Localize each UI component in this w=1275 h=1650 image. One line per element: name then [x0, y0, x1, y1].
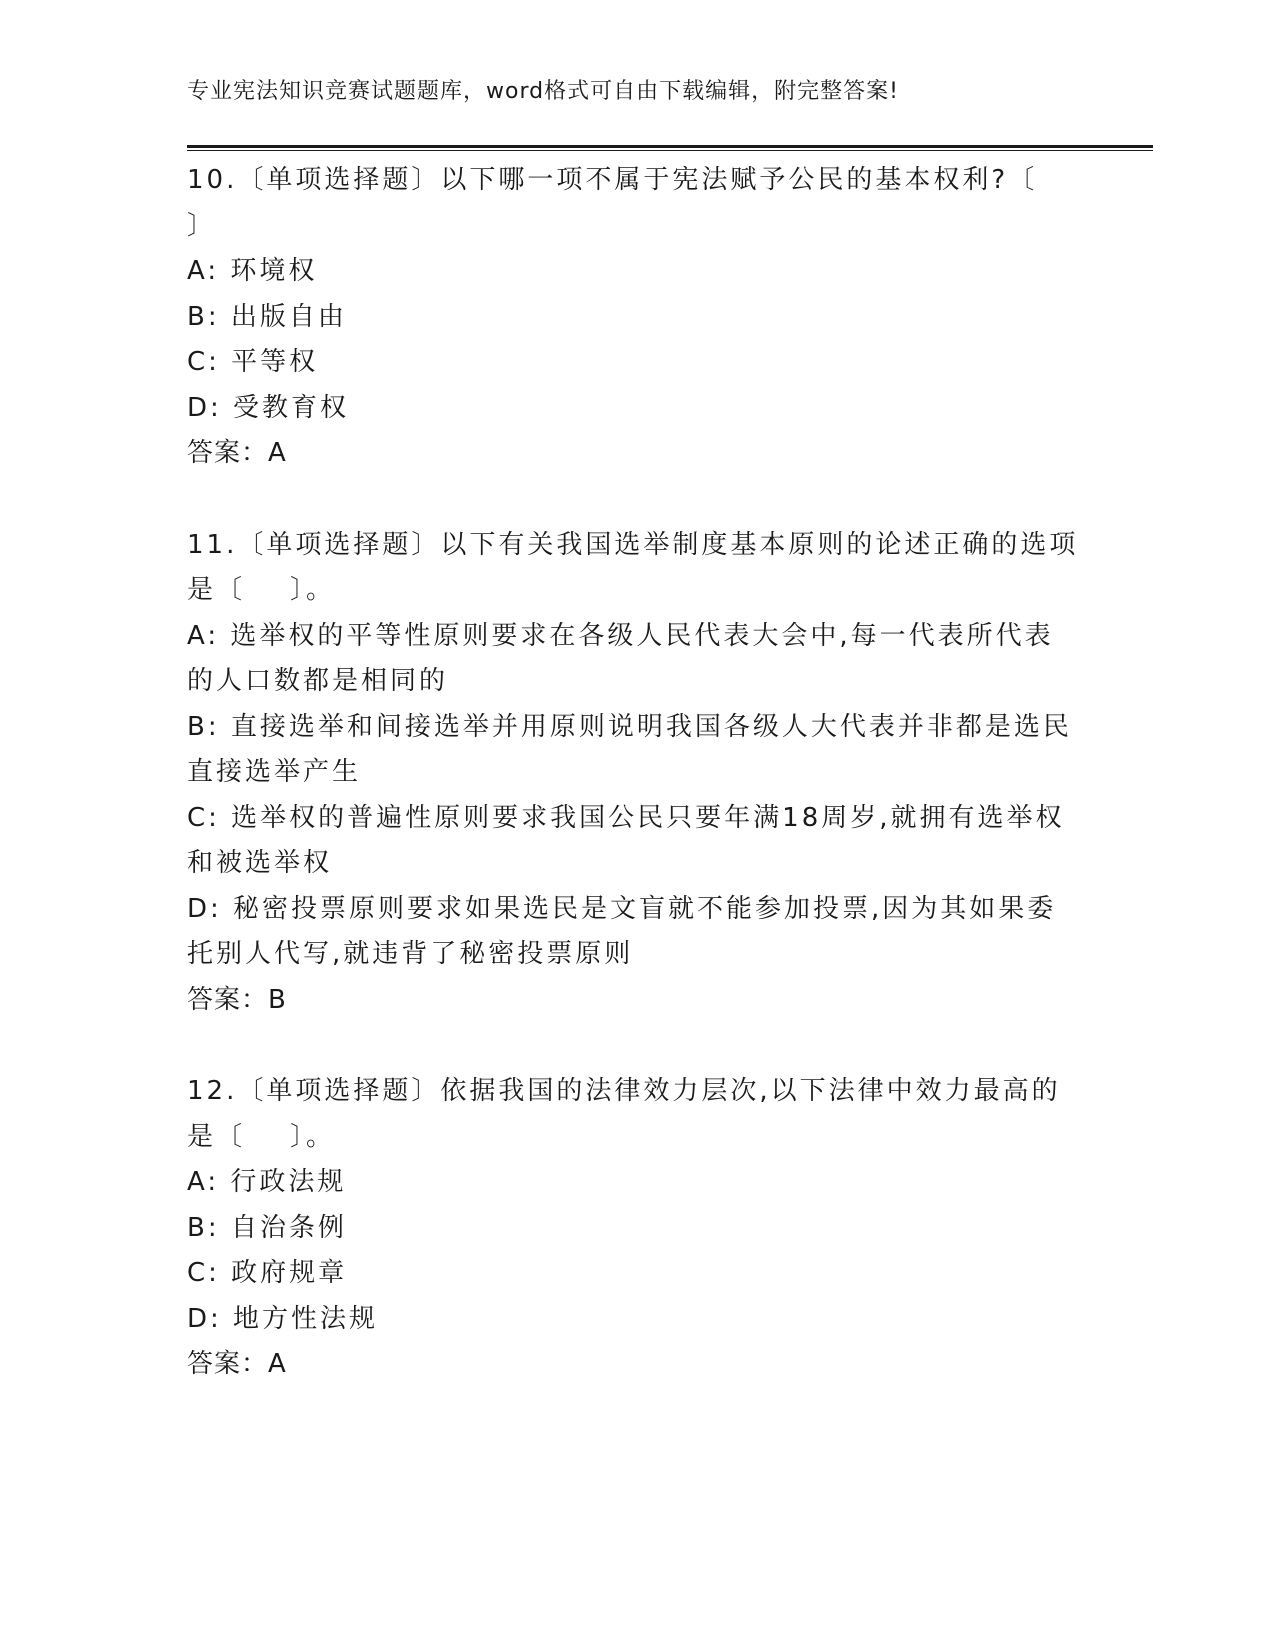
question-option: A: 环境权	[187, 256, 318, 286]
question-stem: 〕	[187, 210, 217, 241]
question-option: A: 选举权的平等性原则要求在各级人民代表大会中,每一代表所代表	[187, 620, 1054, 651]
question-option: C: 政府规章	[187, 1258, 348, 1288]
question-stem: 是〔 〕。	[187, 575, 336, 605]
question-option: 和被选举权	[187, 848, 333, 878]
question-option: 的人口数都是相同的	[187, 666, 449, 696]
question-stem: 11.〔单项选择题〕以下有关我国选举制度基本原则的论述正确的选项	[187, 529, 1079, 560]
question-option: D: 受教育权	[187, 392, 350, 423]
question-option: C: 选举权的普遍性原则要求我国公民只要年满18周岁,就拥有选举权	[187, 802, 1065, 833]
question-block	[187, 158, 1087, 477]
question-option: D: 秘密投票原则要求如果选民是文盲就不能参加投票,因为其如果委	[187, 893, 1057, 924]
question-option: 直接选举产生	[187, 757, 362, 787]
question-block	[187, 523, 1087, 1024]
page-header: 专业宪法知识竞赛试题题库，word格式可自由下载编辑，附完整答案!	[187, 79, 899, 104]
question-stem: 是〔 〕。	[187, 1121, 336, 1152]
question-option: D: 地方性法规	[187, 1303, 379, 1334]
question-option: B: 自治条例	[187, 1212, 347, 1243]
header-rule-thin	[187, 150, 1153, 151]
question-option: B: 直接选举和间接选举并用原则说明我国各级人大代表并非都是选民	[187, 711, 1072, 742]
answer-line: 答案：B	[187, 984, 287, 1015]
question-block	[187, 1069, 1087, 1388]
question-stem: 10.〔单项选择题〕以下哪一项不属于宪法赋予公民的基本权利?〔	[187, 165, 1038, 195]
answer-line: 答案：A	[187, 1349, 287, 1379]
header-rule	[187, 145, 1153, 148]
question-option: C: 平等权	[187, 347, 319, 377]
question-option: 托别人代写,就违背了秘密投票原则	[187, 939, 634, 969]
question-option: B: 出版自由	[187, 301, 347, 332]
question-stem: 12.〔单项选择题〕依据我国的法律效力层次,以下法律中效力最高的	[187, 1076, 1061, 1106]
question-list	[187, 158, 1087, 1434]
question-option: A: 行政法规	[187, 1167, 347, 1197]
answer-line: 答案：A	[187, 438, 287, 468]
